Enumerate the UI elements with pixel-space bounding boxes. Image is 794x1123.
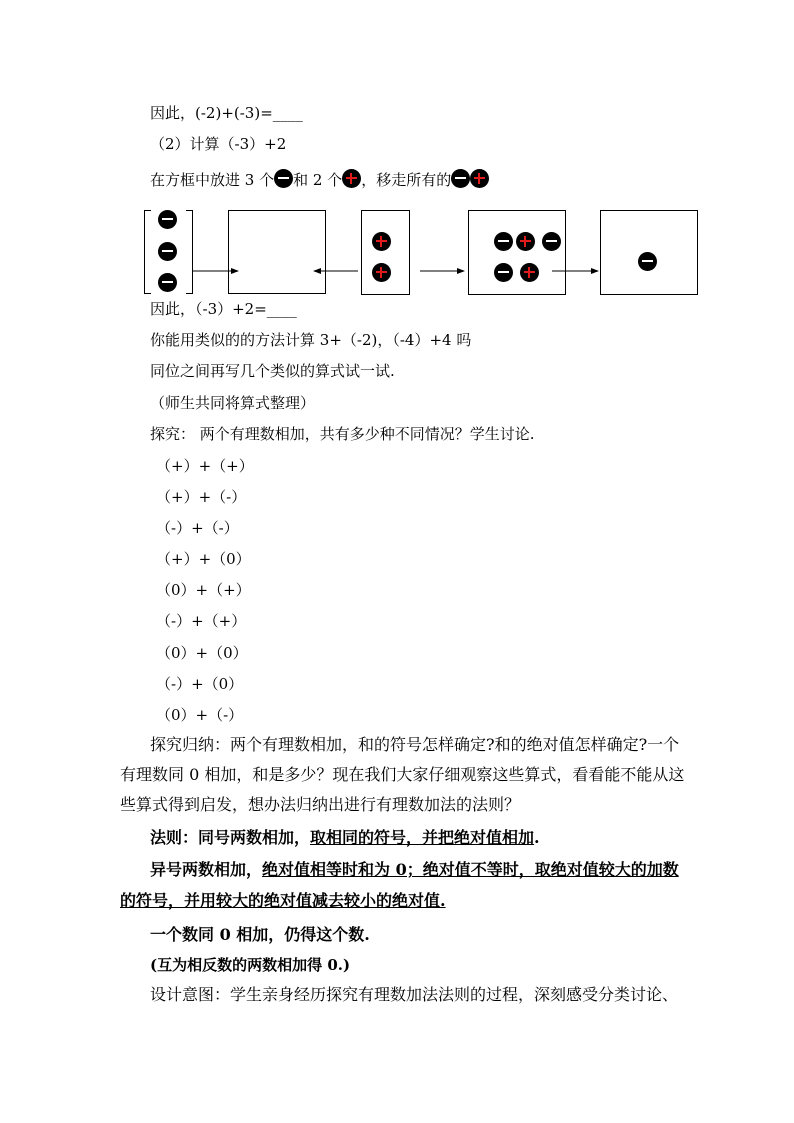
design-intent-line: 设计意图：学生亲身经历探究有理数加法法则的过程，深刻感受分类讨论、	[150, 985, 679, 1004]
rule-same-sign-suffix: .	[534, 828, 540, 847]
rule-same-sign-prefix: 法则：同号两数相加，	[150, 828, 311, 847]
case-item: （0）+（+）	[156, 581, 251, 599]
result-line-2: 因此，（-3）+2=____	[150, 300, 297, 318]
instruction-part-2: 和 2 个	[293, 171, 343, 189]
case-item: （+）+（+）	[156, 457, 254, 475]
case-item: （-）+（-）	[156, 519, 239, 537]
case-item: （+）+（-）	[156, 488, 247, 506]
rule-same-sign	[150, 828, 540, 848]
organize-line: （师生共同将算式整理）	[150, 394, 316, 412]
case-item: （+）+（0）	[156, 550, 251, 568]
summary-paragraph-line-1: 探究归纳：两个有理数相加，和的符号怎样确定?和的绝对值怎样确定?一个	[150, 735, 680, 754]
rule-same-sign-underlined: 取相同的符号，并把绝对值相加	[310, 828, 535, 847]
case-item: （-）+（+）	[156, 612, 247, 630]
case-item: （0）+（-）	[156, 706, 244, 724]
rule-opposites: (互为相反数的两数相加得 0.)	[150, 956, 351, 974]
peer-practice-line: 同位之间再写几个类似的算式试一试.	[150, 362, 395, 380]
case-item: （-）+（0）	[156, 675, 244, 693]
rule-diff-sign-prefix: 异号两数相加，	[150, 860, 263, 879]
explore-line: 探究： 两个有理数相加，共有多少种不同情况？学生讨论.	[150, 425, 535, 443]
summary-paragraph-line-2: 有理数同 0 相加，和是多少？现在我们大家仔细观察这些算式，看看能不能从这	[120, 765, 685, 784]
case-item: （0）+（0）	[156, 644, 248, 662]
question-line: 你能用类似的的方法计算 3+（-2)，（-4）+4 吗	[150, 331, 472, 349]
rule-diff-sign-line-1	[150, 860, 679, 880]
instruction-part-3: ，移走所有的	[361, 171, 452, 189]
instruction-part-1: 在方框中放进 3 个	[150, 171, 275, 189]
result-line-1: 因此，(-2)+(-3)=____	[150, 104, 303, 122]
diagram-arrows	[0, 0, 794, 320]
rule-diff-sign-line-2: 的符号，并用较大的绝对值减去较小的绝对值.	[120, 891, 446, 910]
rule-diff-sign-underlined-a: 绝对值相等时和为 0；绝对值不等时，取绝对值较大的加数	[262, 860, 679, 879]
subheading-compute: （2）计算（-3）+2	[150, 135, 287, 153]
summary-paragraph-line-3: 些算式得到启发，想办法归纳出进行有理数加法的法则？	[120, 795, 521, 814]
rule-zero: 一个数同 0 相加，仍得这个数.	[150, 925, 370, 944]
